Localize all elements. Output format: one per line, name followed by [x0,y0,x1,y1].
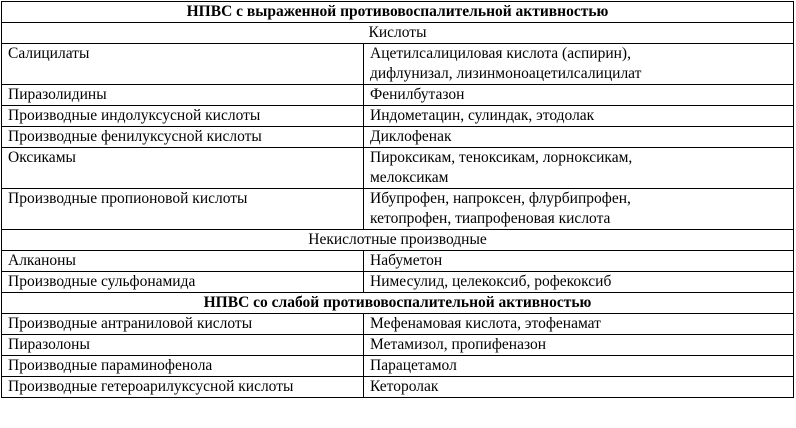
drugs-cell [364,148,794,189]
section-row [2,230,794,251]
drug-class-cell: Салицилаты [2,44,364,85]
drug-class-cell: Производные антраниловой кислоты [2,314,364,335]
title-weak-activity: НПВС со слабой противовоспалительной активностью [2,293,794,314]
drug-line: Пироксикам, теноксикам, лорноксикам, [370,149,633,166]
drugs-cell [364,272,794,293]
drug-line: Ибупрофен, напроксен, флурбипрофен, [370,190,631,207]
drug-class-cell: Производные пропионовой кислоты [2,189,364,230]
drug-line: Парацетамол [370,357,457,374]
section-nonacid: Некислотные производные [2,230,794,251]
drug-line: Метамизол, пропифеназон [370,336,547,353]
title-strong-activity: НПВС с выраженной противовоспалительной активностью [2,2,794,23]
drugs-cell [364,85,794,106]
nsaid-table [1,1,794,398]
section-row [2,23,794,44]
table-row [2,272,794,293]
drug-class-cell: Пиразолоны [2,335,364,356]
drug-class-cell: Производные сульфонамида [2,272,364,293]
drugs-cell [364,377,794,398]
drugs-cell [364,106,794,127]
drugs-cell [364,356,794,377]
title-row [2,293,794,314]
drug-line: Мефенамовая кислота, этофенамат [370,315,601,332]
drugs-cell [364,251,794,272]
drug-line: Ацетилсалициловая кислота (аспирин), [370,45,631,62]
drug-class-cell: Производные гетероарилуксусной кислоты [2,377,364,398]
table-row [2,356,794,377]
table-row [2,251,794,272]
table-row [2,189,794,230]
table-row [2,106,794,127]
drug-line: Диклофенак [370,128,452,145]
drug-line: Набуметон [370,252,443,269]
drug-class-cell: Пиразолидины [2,85,364,106]
drugs-cell [364,335,794,356]
drug-line: Нимесулид, целекоксиб, рофекоксиб [370,273,612,290]
drug-line: Индометацин, сулиндак, этодолак [370,107,595,124]
title-row [2,2,794,23]
table-row [2,127,794,148]
drugs-cell [364,44,794,85]
drug-line: Фенилбутазон [370,86,465,103]
drug-line: дифлунизал, лизинмоноацетилсалицилат [370,65,642,82]
table-row [2,44,794,85]
drug-class-cell: Производные индолуксусной кислоты [2,106,364,127]
drug-class-cell: Производные параминофенола [2,356,364,377]
table-row [2,335,794,356]
table-row [2,148,794,189]
table-row [2,377,794,398]
drugs-cell [364,314,794,335]
table-row [2,314,794,335]
drug-line: Кеторолак [370,378,439,395]
drugs-cell [364,127,794,148]
drug-class-cell: Алканоны [2,251,364,272]
section-acids: Кислоты [2,23,794,44]
drug-class-cell: Оксикамы [2,148,364,189]
drug-line: мелоксикам [370,169,449,186]
table-row [2,85,794,106]
drug-line: кетопрофен, тиапрофеновая кислота [370,210,611,227]
drug-class-cell: Производные фенилуксусной кислоты [2,127,364,148]
drugs-cell [364,189,794,230]
